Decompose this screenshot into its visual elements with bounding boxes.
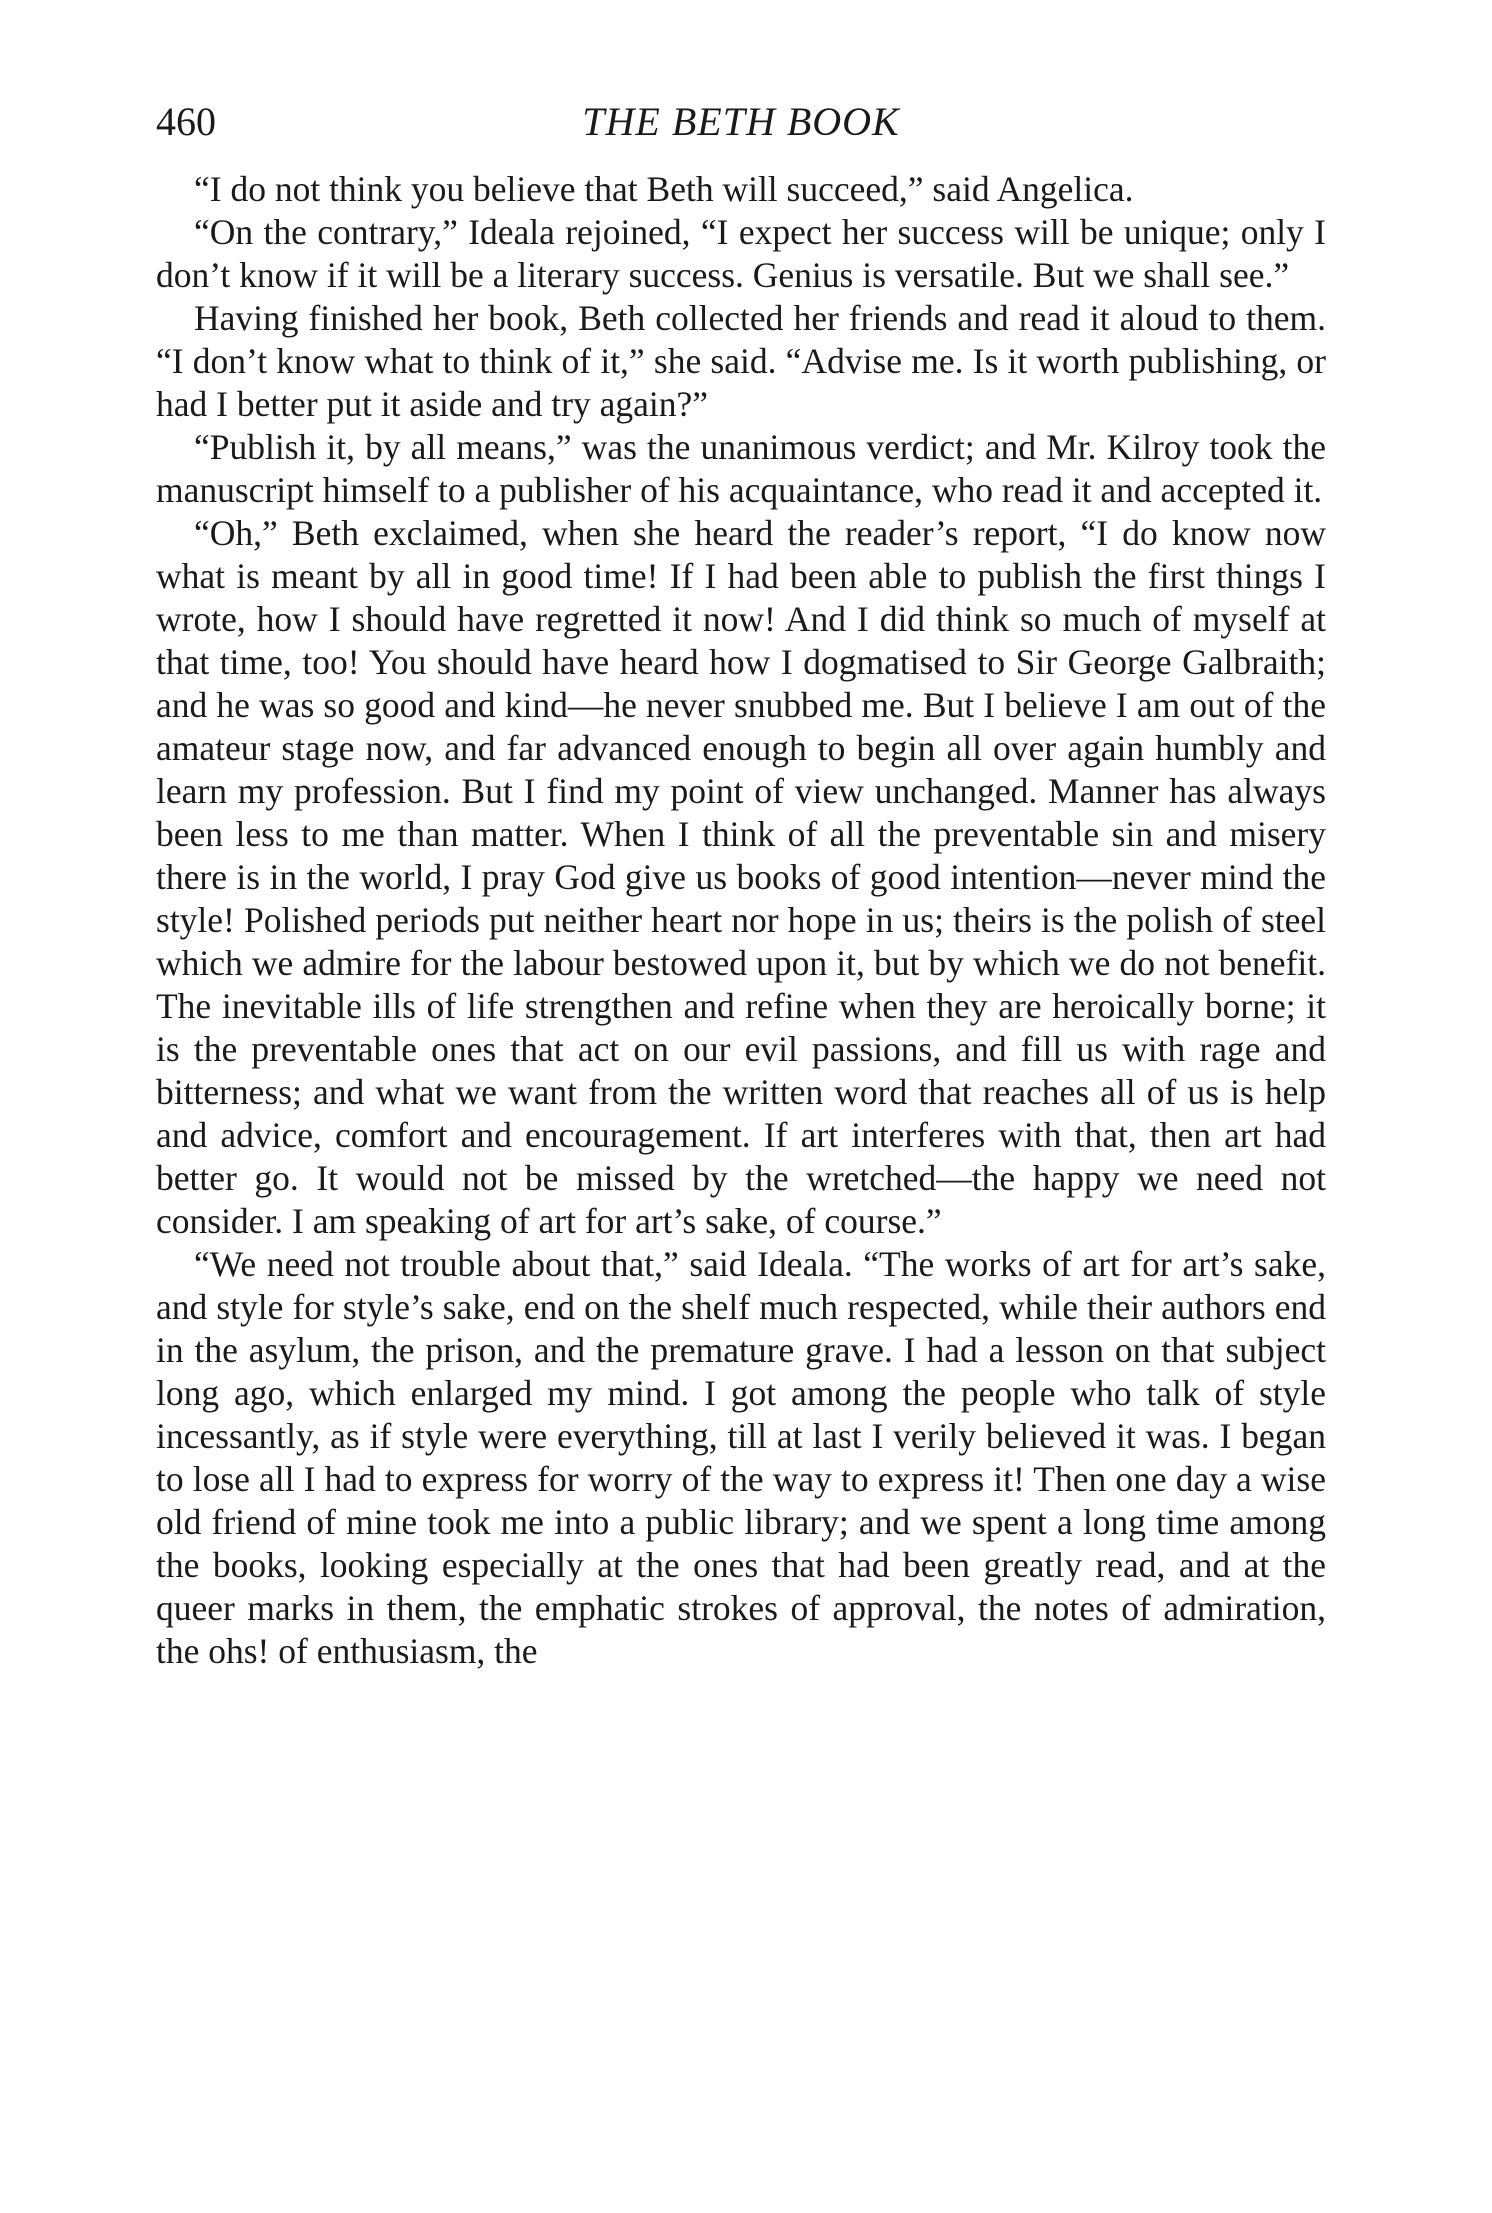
paragraph: “Publish it, by all means,” was the unanimous verdict; and Mr. Kilroy took the manuscript himself to a publisher of his acquaintance, who read it and accepted it. — [156, 427, 1326, 510]
running-title: THE BETH BOOK — [582, 99, 900, 144]
paragraph: “We need not trouble about that,” said Ideala. “The works of art for art’s sake, and style for style’s sake, end on the shelf much respected, while their authors end in the asylum, the prison, and the premature grave. I had a lesson on that subject long ago, which enlarged my mind. I got among the people who talk of style incessantly, as if style were everything, till at last I verily believed it was. I began to lose all I had to express for worry of the way to express it! Then one day a wise old friend of mine took me into a public library; and we spent a long time among the books, looking especially at the ones that had been greatly read, and at the queer marks in them, the emphatic strokes of approval, the notes of admiration, the ohs! of enthusiasm, the — [156, 1244, 1326, 1671]
paragraph: “I do not think you believe that Beth will succeed,” said Angelica. — [194, 169, 1134, 209]
paragraph: “On the contrary,” Ideala rejoined, “I expect her success will be unique; only I don’t know if it will be a literary success. Genius is versatile. But we shall see.” — [156, 212, 1326, 295]
page-number: 460 — [156, 99, 216, 144]
page-header — [156, 92, 1326, 152]
paragraph: “Oh,” Beth exclaimed, when she heard the reader’s report, “I do know now what is meant by all in good time! If I had been able to publish the first things I wrote, how I should have regretted it now! And I did think so much of myself at that time, too! You should have heard how I dogmatised to Sir George Galbraith; and he was so good and kind—he never snubbed me. But I believe I am out of the amateur stage now, and far advanced enough to begin all over again humbly and learn my profession. But I find my point of view unchanged. Manner has always been less to me than matter. When I think of all the preventable sin and misery there is in the world, I pray God give us books of good intention—never mind the style! Polished periods put neither heart nor hope in us; theirs is the polish of steel which we admire for the labour bestowed upon it, but by which we do not benefit. The inevitable ills of life strengthen and refine when they are heroically borne; it is the preventable ones that act on our evil passions, and fill us with rage and bitterness; and what we want from the written word that reaches all of us is help and advice, comfort and encouragement. If art interferes with that, then art had better go. It would not be missed by the wretched—the happy we need not consider. I am speaking of art for art’s sake, of course.” — [156, 513, 1326, 1241]
body-text — [156, 168, 1326, 1673]
paragraph: Having finished her book, Beth collected her friends and read it aloud to them. “I don’t know what to think of it,” she said. “Advise me. Is it worth publishing, or had I better put it aside and try again?” — [156, 298, 1326, 424]
